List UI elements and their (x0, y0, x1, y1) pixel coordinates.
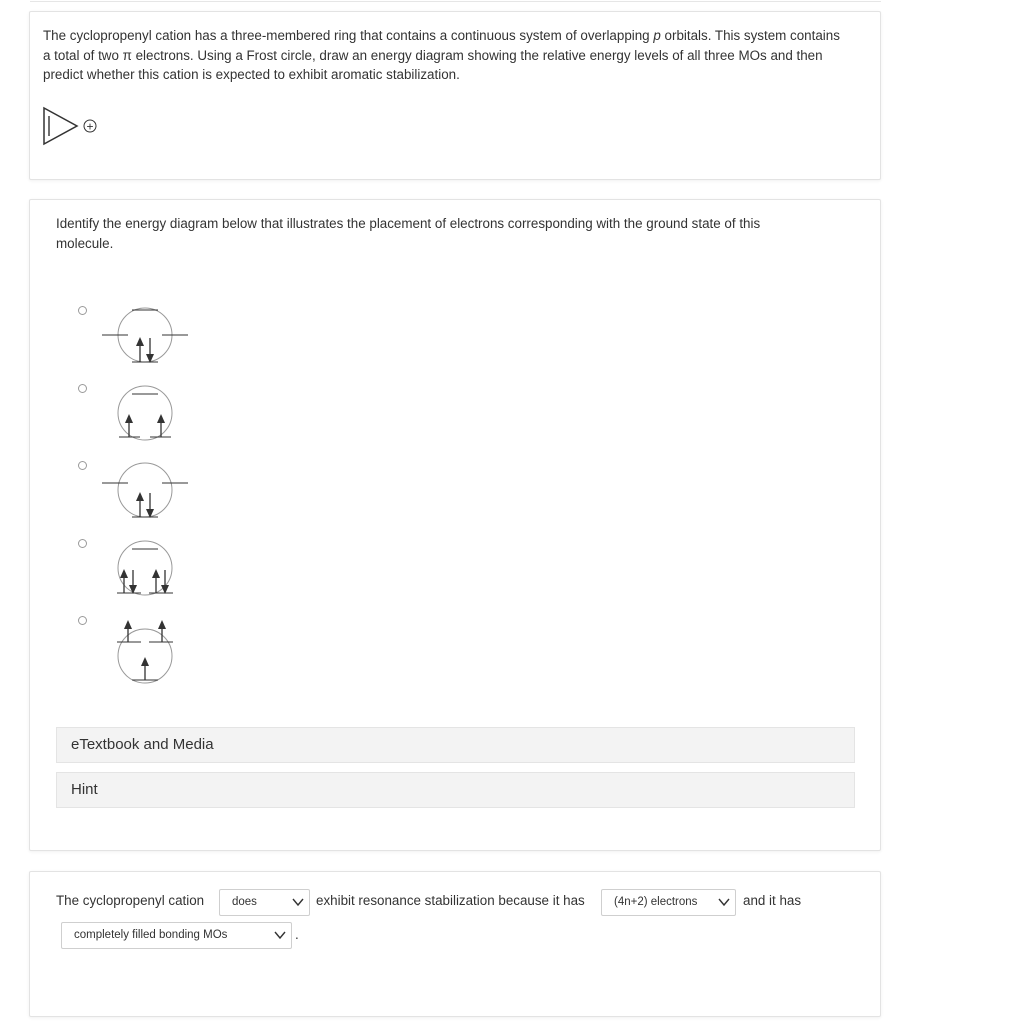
does-dropdown[interactable] (219, 889, 310, 916)
sentence-end: and it has (743, 893, 802, 908)
radio-button[interactable] (78, 616, 87, 625)
frost-circle-diagram (100, 382, 190, 446)
sentence-start: The cyclopropenyl cation (56, 893, 205, 908)
sentence-middle: exhibit resonance stabilization because it has (316, 893, 585, 908)
part2-card (29, 871, 881, 1017)
chevron-down-icon (274, 930, 286, 940)
part1-prompt: Identify the energy diagram below that illustrates the placement of electrons corresponding with the ground state of this molecule. (56, 216, 761, 251)
chevron-down-icon (718, 897, 730, 907)
part1-card (29, 199, 881, 851)
frost-circle-diagram (100, 304, 190, 368)
frost-circle-diagram (100, 537, 190, 601)
radio-button[interactable] (78, 539, 87, 548)
hint-panel[interactable]: Hint (56, 772, 855, 808)
frost-circle-diagram (100, 459, 190, 523)
cyclopropenyl-cation-structure (42, 106, 102, 146)
frost-circle-diagram (100, 614, 190, 686)
mo-filling-dropdown[interactable] (61, 922, 292, 949)
question-card (29, 11, 881, 180)
dropdown-value: completely filled bonding MOs (74, 929, 228, 941)
chevron-down-icon (292, 897, 304, 907)
radio-button[interactable] (78, 384, 87, 393)
top-divider (30, 1, 881, 2)
electron-count-dropdown[interactable] (601, 889, 736, 916)
dropdown-value: does (232, 896, 257, 908)
positive-charge: + (86, 119, 94, 134)
sentence-period: . (295, 927, 299, 942)
etextbook-media-panel[interactable]: eTextbook and Media (56, 727, 855, 763)
radio-button[interactable] (78, 461, 87, 470)
question-text: The cyclopropenyl cation has a three-membered ring that contains a continuous system of overlapping p orbitals. This system contains a total of two π electrons. Using a Frost circle, draw an energy diagram showing the relative energy levels of all three MOs and then predict whether this cation is expected to exhibit aromatic stabilization. (43, 28, 840, 82)
dropdown-value: (4n+2) electrons (614, 896, 698, 908)
radio-button[interactable] (78, 306, 87, 315)
